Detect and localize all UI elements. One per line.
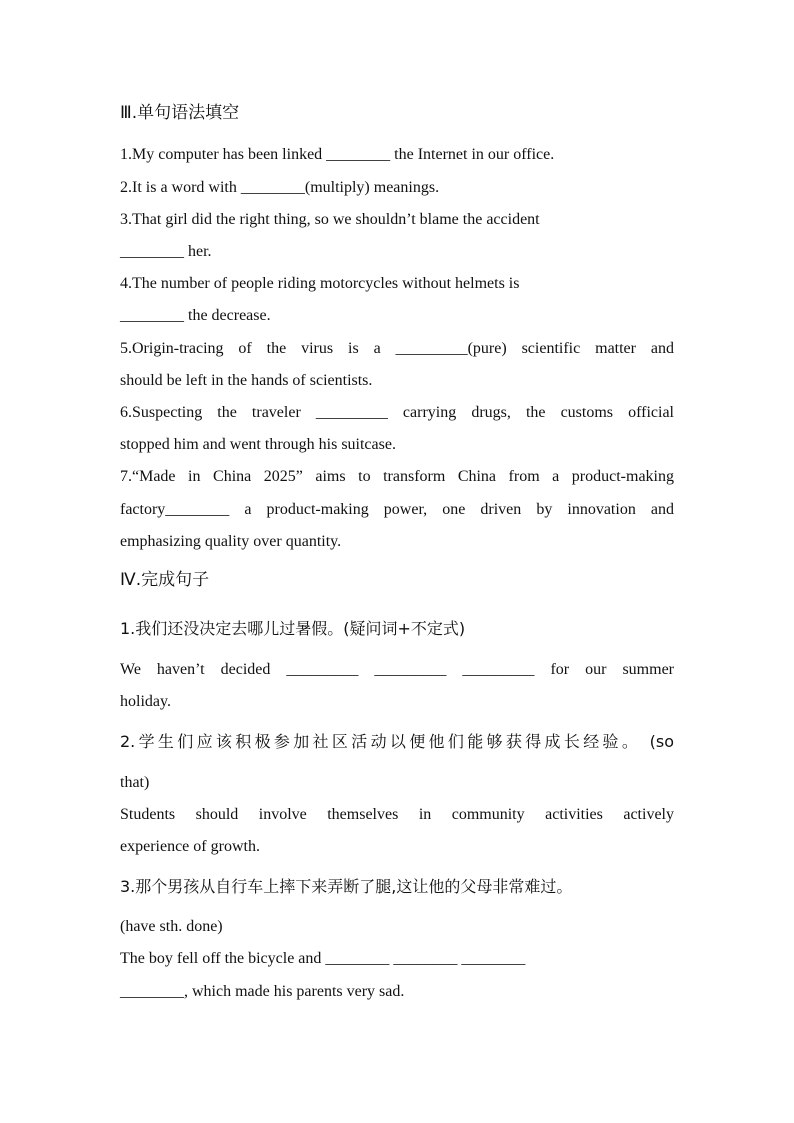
exercise-line: (have sth. done)	[120, 918, 223, 935]
exercise-line: Students should involve themselves in community activities actively	[120, 806, 674, 823]
exercise-line: 3.That girl did the right thing, so we shouldn’t blame the accident	[120, 211, 540, 228]
section-heading-grammar-fill: Ⅲ.单句语法填空	[120, 103, 240, 123]
exercise-line: stopped him and went through his suitcase.	[120, 436, 396, 453]
exercise-prompt-chinese: 3.那个男孩从自行车上摔下来弄断了腿,这让他的父母非常难过。	[120, 877, 573, 896]
exercise-line: We haven’t decided _________ _________ _________ for our summer	[120, 661, 674, 678]
exercise-line: ________ the decrease.	[120, 307, 271, 324]
exercise-line: 4.The number of people riding motorcycles without helmets is	[120, 275, 520, 292]
exercise-line: ________ her.	[120, 243, 212, 260]
exercise-line: that)	[120, 774, 150, 791]
exercise-line: should be left in the hands of scientists.	[120, 372, 373, 389]
exercise-line: 7.“Made in China 2025” aims to transform China from a product-making	[120, 468, 674, 485]
exercise-prompt-chinese: 1.我们还没决定去哪儿过暑假。(疑问词+不定式)	[120, 619, 466, 638]
section-heading-complete-sentences: Ⅳ.完成句子	[120, 570, 210, 590]
exercise-line: experience of growth.	[120, 838, 260, 855]
exercise-prompt-chinese: 2.学生们应该积极参加社区活动以便他们能够获得成长经验。 (so	[120, 732, 674, 751]
exercise-line: 1.My computer has been linked ________ the Internet in our office.	[120, 146, 555, 163]
exercise-line: 5.Origin-tracing of the virus is a _________(pure) scientific matter and	[120, 340, 674, 357]
exercise-line: ________, which made his parents very sad.	[120, 983, 405, 1000]
exercise-line: holiday.	[120, 693, 171, 710]
exercise-line: factory________ a product-making power, one driven by innovation and	[120, 501, 674, 518]
exercise-line: The boy fell off the bicycle and ________ ________ ________	[120, 950, 526, 967]
exercise-line: emphasizing quality over quantity.	[120, 533, 342, 550]
exercise-line: 6.Suspecting the traveler _________ carrying drugs, the customs official	[120, 404, 674, 421]
exercise-line: 2.It is a word with ________(multiply) meanings.	[120, 179, 440, 196]
